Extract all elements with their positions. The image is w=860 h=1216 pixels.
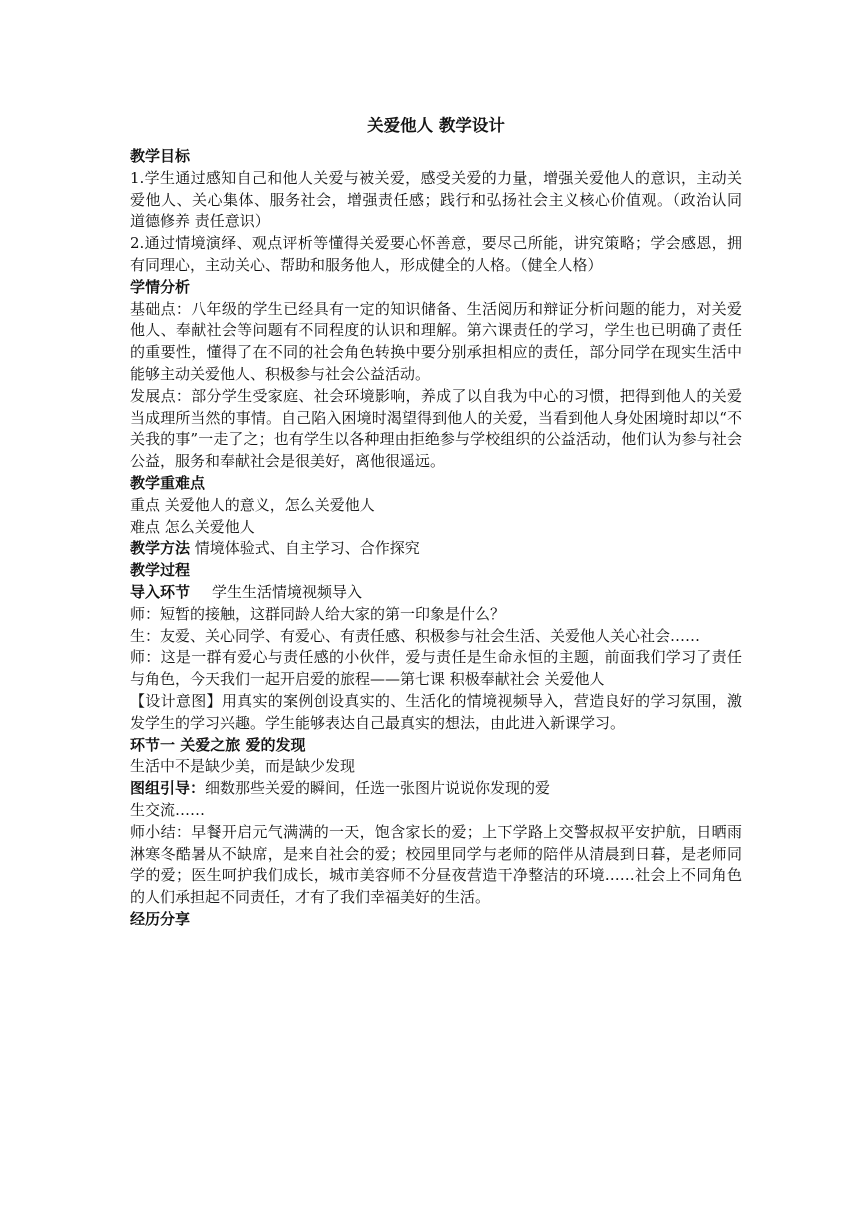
difficulties-heading: 教学重难点 [130,473,206,492]
intro-text: 学生生活情境视频导入 [212,582,363,601]
section1-heading: 环节一 关爱之旅 爱的发现 [130,735,306,754]
section1-share-heading: 经历分享 [130,909,191,928]
section1-summary: 师小结：早餐开启元气满满的一天，饱含家长的爱；上下学路上交警叔叔平安护航，日晒雨淋寒冬酷暑从不缺席，是来自社会的爱；校园里同学与老师的陪伴从清晨到日暮，是老师同学的爱；医生呵护我们成长，城市美容师不分昼夜营造干净整洁的环境……社会上不同角色的人们承担起不同责任，才有了我们幸福美好的生活。 [130,822,742,907]
intro-student-answer: 生：友爱、关心同学、有爱心、有责任感、积极参与社会生活、关爱他人关心社会…… [130,626,701,645]
hard-point [130,517,742,539]
analysis-paragraph-1: 基础点：八年级的学生已经具有一定的知识储备、生活阅历和辩证分析问题的能力，对关爱他人、奉献社会等问题有不同程度的认识和理解。第六课责任的学习，学生也已明确了责任的重要性，懂得了在不同的社会角色转换中要分别承担相应的责任，部分同学在现实生活中能够主动关爱他人、积极参与社会公益活动。 [130,299,742,383]
section1-line1: 生活中不是缺少美，而是缺少发现 [130,757,356,776]
intro-design-intent: 【设计意图】用真实的案例创设真实的、生活化的情境视频导入，营造良好的学习氛围，激发学生的学习兴趣。学生能够表达自己最真实的想法，由此进入新课学习。 [130,691,742,732]
section1-guide [130,778,742,800]
section1-exchange: 生交流…… [130,800,206,819]
intro-label: 导入环节 [130,582,191,601]
hard-point-text: 怎么关爱他人 [164,517,255,536]
intro-teacher-transition: 师：这是一群有爱心与责任感的小伙伴，爱与责任是生命永恒的主题，前面我们学习了责任与角色，今天我们一起开启爱的旅程——第七课 积极奉献社会 关爱他人 [130,648,742,689]
methods-text: 情境体验式、自主学习、合作探究 [194,539,420,558]
intro-teacher-question: 师：短暂的接触，这群同龄人给大家的第一印象是什么？ [130,604,506,623]
intro-line [130,582,742,604]
goals-heading: 教学目标 [130,147,191,165]
key-point-text: 关爱他人的意义，怎么关爱他人 [164,495,375,514]
key-point-label: 重点 [130,495,161,514]
section1-guide-label: 图组引导： [130,779,206,798]
key-point [130,495,742,517]
document-page [130,114,742,931]
methods-heading: 教学方法 [130,539,191,558]
analysis-paragraph-2: 发展点：部分学生受家庭、社会环境影响，养成了以自我为中心的习惯，把得到他人的关爱当成理所当然的事情。自己陷入困境时渴望得到他人的关爱，当看到他人身处困境时却以“不关我的事”一走了之；也有学生以各种理由拒绝参与学校组织的公益活动，他们认为参与社会公益，服务和奉献社会是很美好，离他很遥远。 [130,386,742,471]
process-heading: 教学过程 [130,561,191,580]
methods-line [130,538,742,560]
hard-point-label: 难点 [130,517,161,536]
goals-paragraph-2: 2.通过情境演绎、观点评析等懂得关爱要心怀善意，要尽己所能，讲究策略；学会感恩，拥有同理心，主动关心、帮助和服务他人，形成健全的人格。（健全人格） [130,234,742,274]
analysis-heading: 学情分析 [130,277,191,296]
section1-guide-text: 细数那些关爱的瞬间，任选一张图片说说你发现的爱 [205,779,551,798]
goals-paragraph-1: 1.学生通过感知自己和他人关爱与被关爱，感受关爱的力量，增强关爱他人的意识，主动关爱他人、关心集体、服务社会，增强责任感；践行和弘扬社会主义核心价值观。（政治认同 道德修养 责任意识） [130,168,742,231]
document-title: 关爱他人 教学设计 [367,116,505,135]
